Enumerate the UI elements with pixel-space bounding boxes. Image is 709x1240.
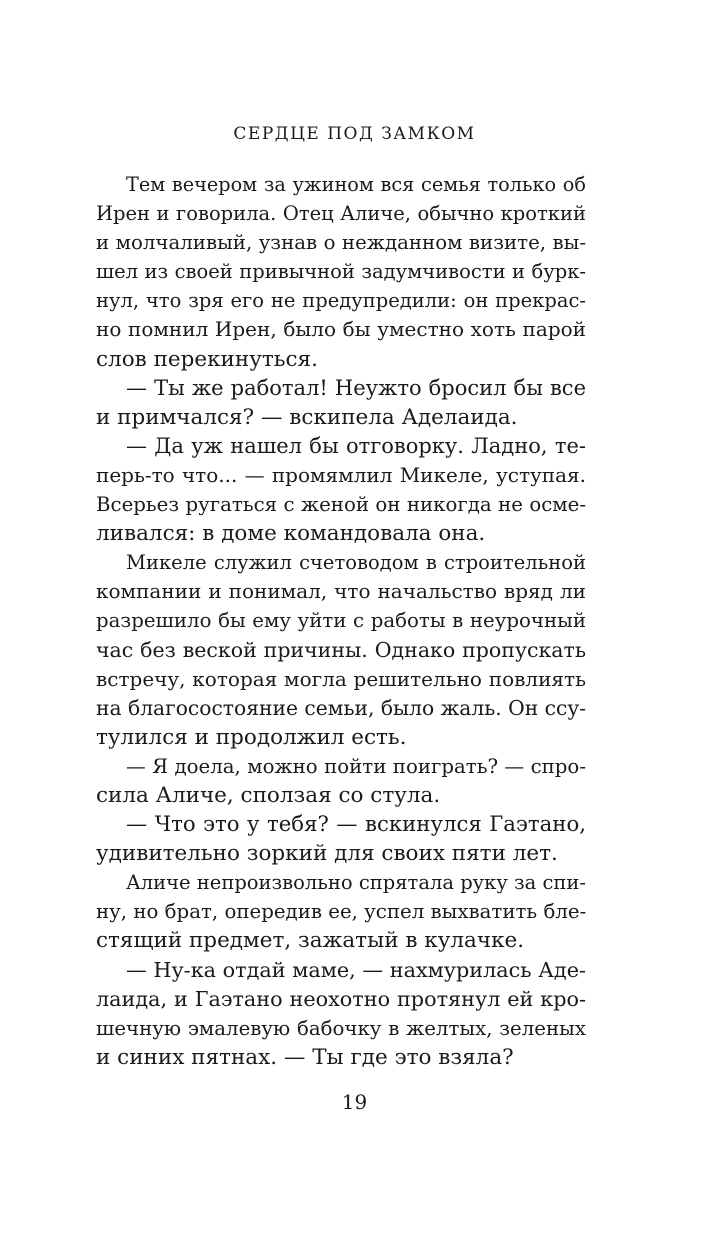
text-line: ливался: в доме командовала она. (96, 521, 486, 547)
text-line: нул, что зря его не предупредили: он прекрас- (96, 289, 586, 313)
text-line: Тем вечером за ужином вся семья только об (126, 173, 586, 196)
text-line: и молчаливый, узнав о нежданном визите, вы- (96, 231, 586, 255)
text-line: слов перекинуться. (96, 346, 318, 372)
text-line: и примчался? — вскипела Аделаида. (96, 404, 518, 430)
text-line: компании и понимал, что начальство вряд ли (96, 579, 586, 604)
text-line: Всерьез ругаться с женой он никогда не осме- (96, 493, 586, 517)
text-line: и синих пятнах. — Ты где это взяла? (96, 1044, 514, 1070)
running-head: СЕРДЦЕ ПОД ЗАМКОМ (233, 124, 476, 144)
text-line: стящий предмет, зажатый в кулачке. (96, 928, 525, 954)
body-text (96, 170, 586, 1072)
text-line: Микеле служил счетоводом в строительной (126, 551, 586, 575)
text-line: тулился и продолжил есть. (96, 724, 407, 750)
text-line: разрешило бы ему уйти с работы в неурочный (96, 609, 586, 633)
page-number: 19 (341, 1090, 368, 1114)
text-line: ну, но брат, опередив ее, успел выхватить бле- (96, 900, 587, 924)
text-line: — Ты же работал! Неужто бросил бы все (126, 375, 586, 400)
text-line: шел из своей привычной задумчивости и бурк- (96, 260, 586, 284)
text-line: лаида, и Гаэтано неохотно протянул ей кро- (96, 986, 586, 1011)
text-line: — Ну-ка отдай маме, — нахмурилась Аде- (126, 957, 586, 982)
text-line: на благосостояние семьи, было жаль. Он ссу- (96, 695, 587, 720)
text-line: но помнил Ирен, было бы уместно хоть парой (96, 317, 586, 342)
text-line: удивительно зоркий для своих пяти лет. (96, 841, 558, 867)
text-line: Аличе непроизвольно спрятала руку за спи- (126, 871, 586, 895)
text-line: шечную эмалевую бабочку в желтых, зеленых (96, 1016, 586, 1040)
text-line: Ирен и говорила. Отец Аличе, обычно кроткий (96, 202, 586, 226)
text-line: — Что это у тебя? — вскинулся Гаэтано, (126, 812, 586, 838)
text-line: перь-то что... — промямлил Микеле, уступая. (96, 462, 586, 487)
text-line: — Я доела, можно пойти поиграть? — спро- (126, 754, 586, 778)
text-line: сила Аличе, сползая со стула. (96, 782, 441, 808)
text-line: час без веской причины. Однако пропускать (96, 637, 586, 662)
text-line: встречу, которая могла решительно повлиять (96, 666, 586, 691)
text-line: — Да уж нашел бы отговорку. Ладно, те- (126, 433, 586, 458)
